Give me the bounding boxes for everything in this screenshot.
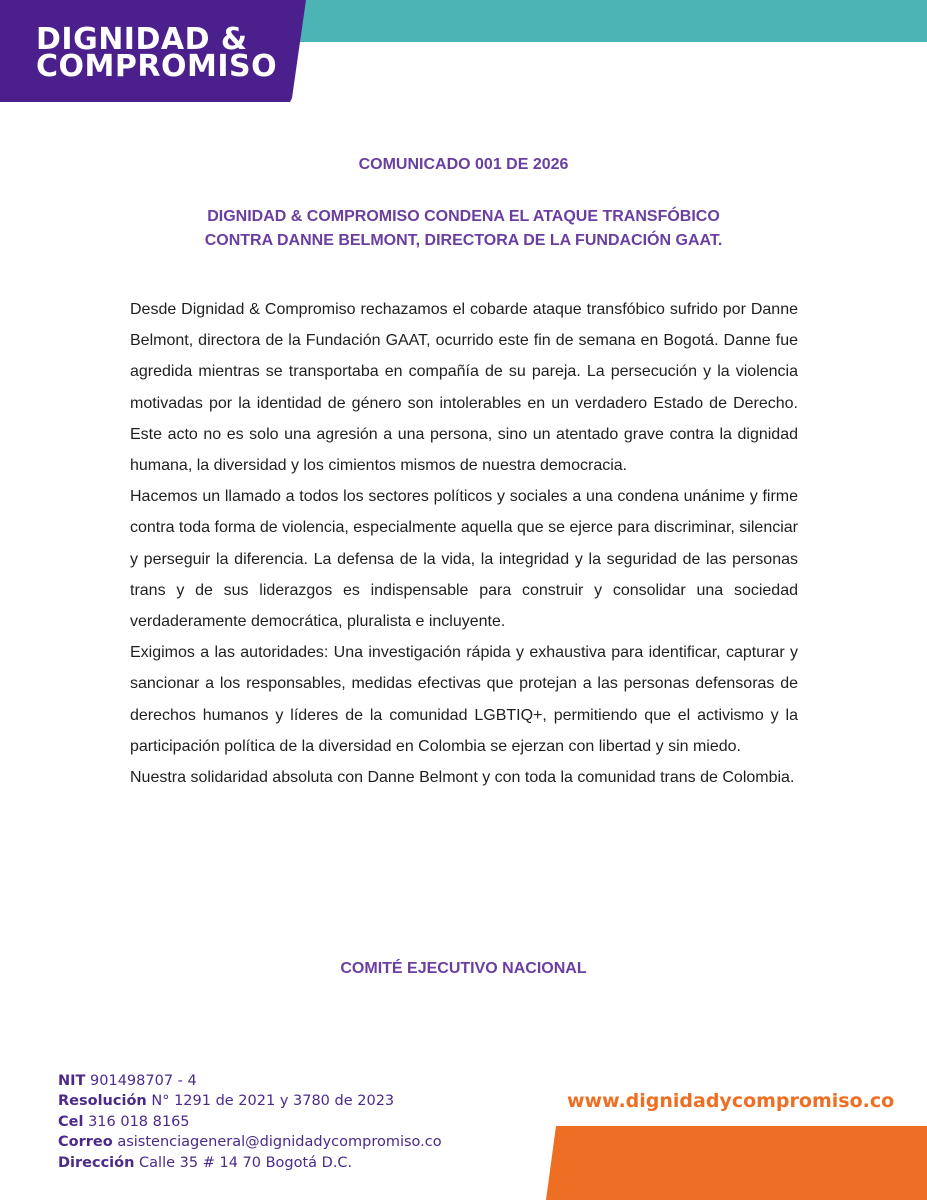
subtitle-line-1: DIGNIDAD & COMPROMISO CONDENA EL ATAQUE TRANSFÓBICO [207, 208, 720, 225]
body-paragraph-3: Exigimos a las autoridades: Una investigación rápida y exhaustiva para identificar, capturar y sancionar a los responsables, medidas efectivas que protejan a las personas defensoras de derechos humanos y líderes de la comunidad LGBTIQ+, permitiendo que el activismo y la participación política de la diversidad en Colombia se ejerzan con libertad y sin miedo. [130, 644, 798, 755]
nit-label: NIT [58, 1073, 86, 1089]
body-paragraph-4: Nuestra solidaridad absoluta con Danne Belmont y con toda la comunidad trans de Colombia. [130, 769, 795, 787]
cel-value: 316 018 8165 [88, 1113, 190, 1130]
logo-line-1: DIGNIDAD & [36, 22, 248, 57]
resolucion-label: Resolución [58, 1093, 147, 1110]
body-paragraph-2: Hacemos un llamado a todos los sectores políticos y sociales a una condena unánime y firme contra toda forma de violencia, especialmente aquella que se ejerce para discriminar, silenciar y perseguir la diferencia. La defensa de la vida, la integridad y la seguridad de las personas trans y de sus liderazgos es indispensable para construir y consolidar una sociedad verdaderamente democrática, pluralista e incluyente. [130, 488, 798, 631]
body-paragraph-1: Desde Dignidad & Compromiso rechazamos el cobarde ataque transfóbico sufrido por Danne Belmont, directora de la Fundación GAAT, ocurrido este fin de semana en Bogotá. Danne fue agredida mientras se transportaba en compañía de su pareja. La persecución y la violencia motivadas por la identidad de género son intolerables en un verdadero Estado de Derecho. Este acto no es solo una agresión a una persona, sino un atentado grave contra la dignidad humana, la diversidad y los cimientos mismos de nuestra democracia. [130, 301, 798, 475]
document-body [130, 294, 798, 793]
direccion-value: Calle 35 # 14 70 Bogotá D.C. [139, 1154, 353, 1171]
footer-orange-shape [546, 1126, 927, 1200]
website-link: www.dignidadycompromiso.co [567, 1090, 895, 1112]
logo-line-2: COMPROMISO [36, 49, 278, 84]
footer-nit [58, 1071, 442, 1091]
nit-value: 901498707 - 4 [90, 1073, 197, 1089]
correo-label: Correo [58, 1134, 113, 1151]
document-title: COMUNICADO 001 DE 2026 [358, 156, 569, 173]
brand-logo [36, 22, 278, 84]
subtitle-line-2: CONTRA DANNE BELMONT, DIRECTORA DE LA FUNDACIÓN GAAT. [204, 232, 723, 249]
footer-resolucion [58, 1091, 442, 1111]
direccion-label: Dirección [58, 1154, 135, 1171]
cel-label: Cel [58, 1113, 84, 1130]
signature: COMITÉ EJECUTIVO NACIONAL [340, 960, 587, 977]
correo-value: asistenciageneral@dignidadycompromiso.co [117, 1134, 442, 1151]
resolucion-value: N° 1291 de 2021 y 3780 de 2023 [151, 1093, 395, 1110]
footer-orange-band [0, 1126, 927, 1200]
document-subtitle [0, 205, 927, 253]
